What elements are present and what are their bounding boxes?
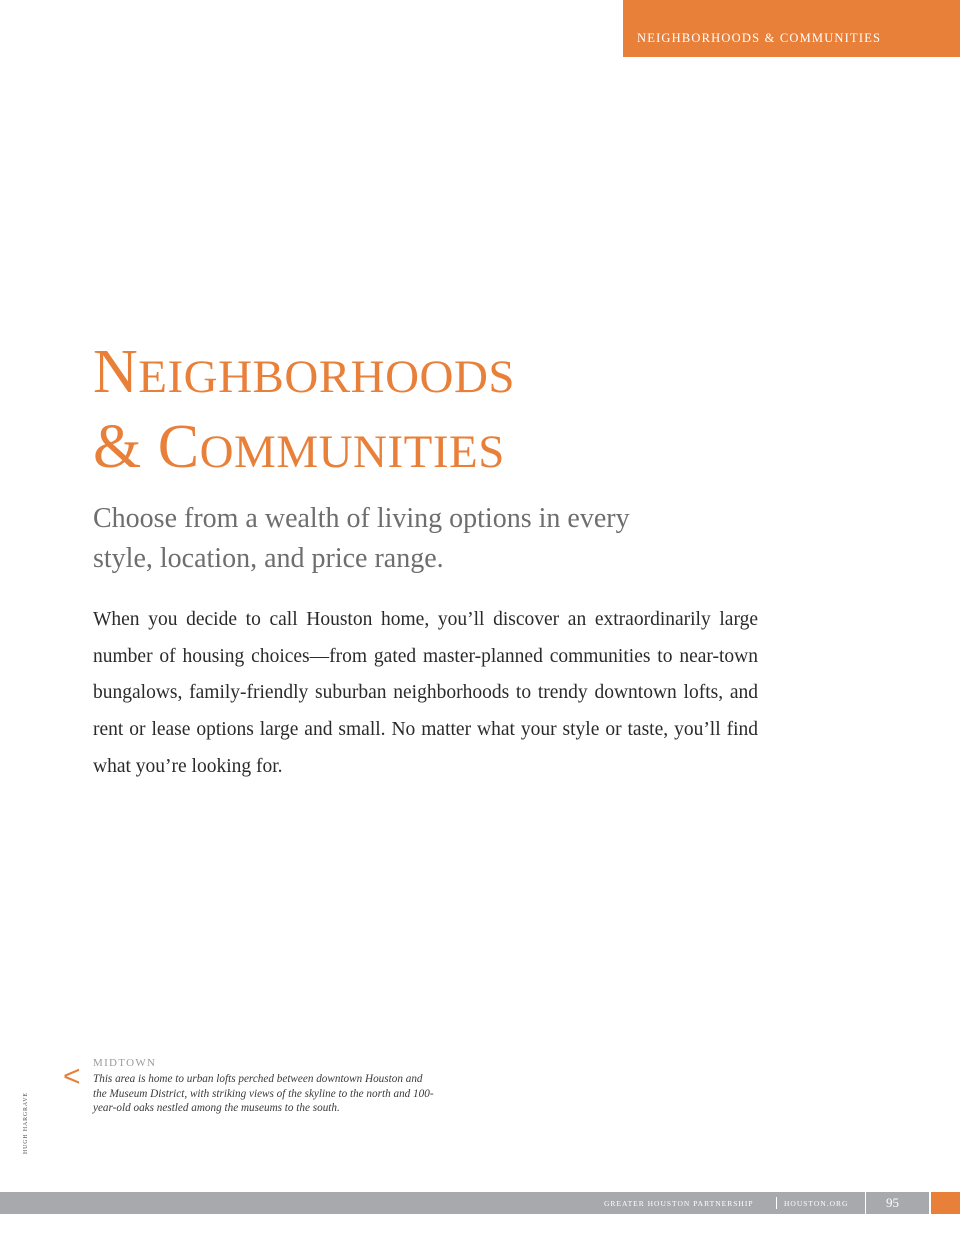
footer-organization: GREATER HOUSTON PARTNERSHIP	[604, 1199, 754, 1208]
footer-divider	[865, 1192, 866, 1214]
photo-credit: HUGH HARGRAVE	[23, 1092, 29, 1154]
page-title	[93, 337, 793, 487]
footer-website-link[interactable]: HOUSTON.ORG	[784, 1199, 849, 1208]
intro-paragraph: When you decide to call Houston home, you’ll discover an extraordinarily large number of housing choices—from gated master-planned communities to near-town bungalows, family-friendly suburban neighborhoods to trendy downtown lofts, and rent or lease options large and small. No matter what your style or taste, you’ll find what you’re looking for.	[93, 609, 758, 777]
title-word-communities: OMMUNITIES	[199, 426, 505, 478]
caption-arrow-icon: <	[63, 1060, 81, 1093]
section-label: NEIGHBORHOODS & COMMUNITIES	[637, 31, 882, 45]
title-word-neighborhoods: EIGHBORHOODS	[138, 351, 516, 403]
page-subtitle: Choose from a wealth of living options in every style, location, and price range.	[93, 503, 630, 574]
page-number: 95	[886, 1195, 899, 1210]
caption-title: MIDTOWN	[93, 1057, 157, 1069]
title-ampersand: &	[93, 413, 158, 481]
caption-text: This area is home to urban lofts perched between downtown Houston and the Museum District, with striking views of the skyline to the north and 100-year-old oaks nestled among the museums to the south.	[93, 1073, 434, 1114]
title-initial-c: C	[157, 413, 200, 481]
footer-accent-block	[931, 1192, 960, 1214]
title-initial-n: N	[93, 338, 139, 406]
page-title-line-2	[93, 412, 793, 487]
section-header-tab	[623, 0, 960, 57]
page-title-line-1	[93, 337, 793, 412]
footer-separator	[776, 1197, 777, 1209]
